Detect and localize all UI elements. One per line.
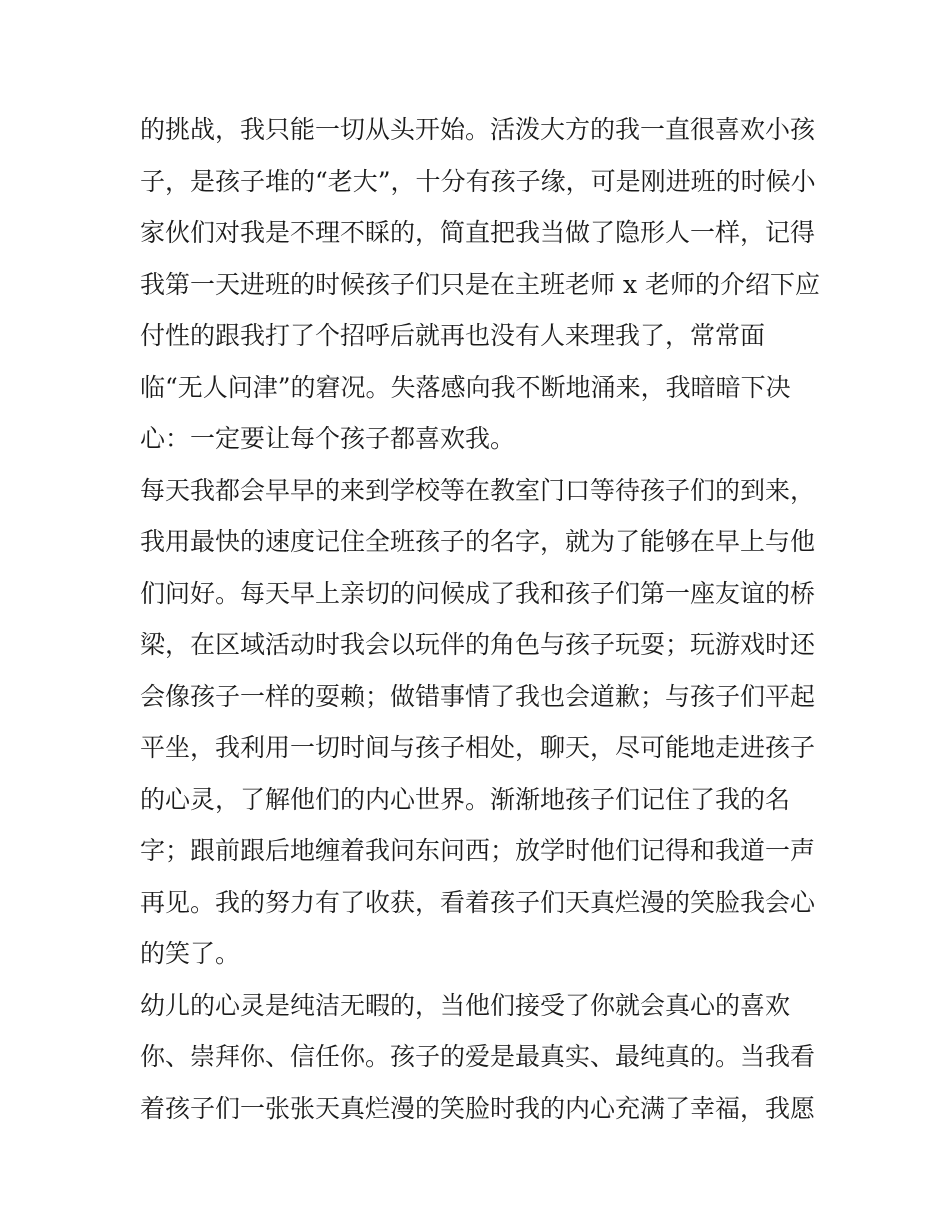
text-line: 的心灵，了解他们的内心世界。渐渐地孩子们记住了我的名 bbox=[140, 784, 791, 814]
text-line: 你、崇拜你、信任你。孩子的爱是最真实、最纯真的。当我看 bbox=[140, 1042, 816, 1071]
text-line: 会像孩子一样的耍赖；做错事情了我也会道歉；与孩子们平起 bbox=[140, 681, 816, 711]
text-line: 平坐，我利用一切时间与孩子相处，聊天，尽可能地走进孩子 bbox=[140, 733, 816, 762]
text-line: 我第一天进班的时候孩子们只是在主班老师 x 老师的介绍下应 bbox=[140, 269, 820, 299]
text-line: 付性的跟我打了个招呼后就再也没有人来理我了，常常面 bbox=[140, 321, 766, 350]
text-line: 幼儿的心灵是纯洁无暇的，当他们接受了你就会真心的喜欢 bbox=[140, 990, 791, 1020]
text-line: 梁，在区域活动时我会以玩伴的角色与孩子玩耍；玩游戏时还 bbox=[140, 630, 816, 659]
text-line: 的笑了。 bbox=[140, 939, 241, 968]
text-line: 再见。我的努力有了收获，看着孩子们天真烂漫的笑脸我会心 bbox=[140, 887, 816, 917]
text-line: 心：一定要让每个孩子都喜欢我。 bbox=[140, 424, 516, 453]
text-line: 的挑战，我只能一切从头开始。活泼大方的我一直很喜欢小孩 bbox=[140, 115, 816, 144]
text-line: 我用最快的速度记住全班孩子的名字，就为了能够在早上与他 bbox=[140, 527, 816, 556]
text-line: 家伙们对我是不理不睬的，简直把我当做了隐形人一样，记得 bbox=[140, 218, 816, 247]
text-line: 子，是孩子堆的“老大”，十分有孩子缘，可是刚进班的时候小 bbox=[140, 166, 816, 196]
text-line: 每天我都会早早的来到学校等在教室门口等待孩子们的到来， bbox=[140, 475, 816, 505]
body-text bbox=[140, 104, 820, 1134]
text-line: 着孩子们一张张天真烂漫的笑脸时我的内心充满了幸福，我愿 bbox=[140, 1093, 816, 1123]
text-line: 字；跟前跟后地缠着我问东问西；放学时他们记得和我道一声 bbox=[140, 836, 816, 865]
text-line: 们问好。每天早上亲切的问候成了我和孩子们第一座友谊的桥 bbox=[140, 578, 816, 608]
text-line: 临“无人问津”的窘况。失落感向我不断地涌来，我暗暗下决 bbox=[140, 372, 791, 402]
